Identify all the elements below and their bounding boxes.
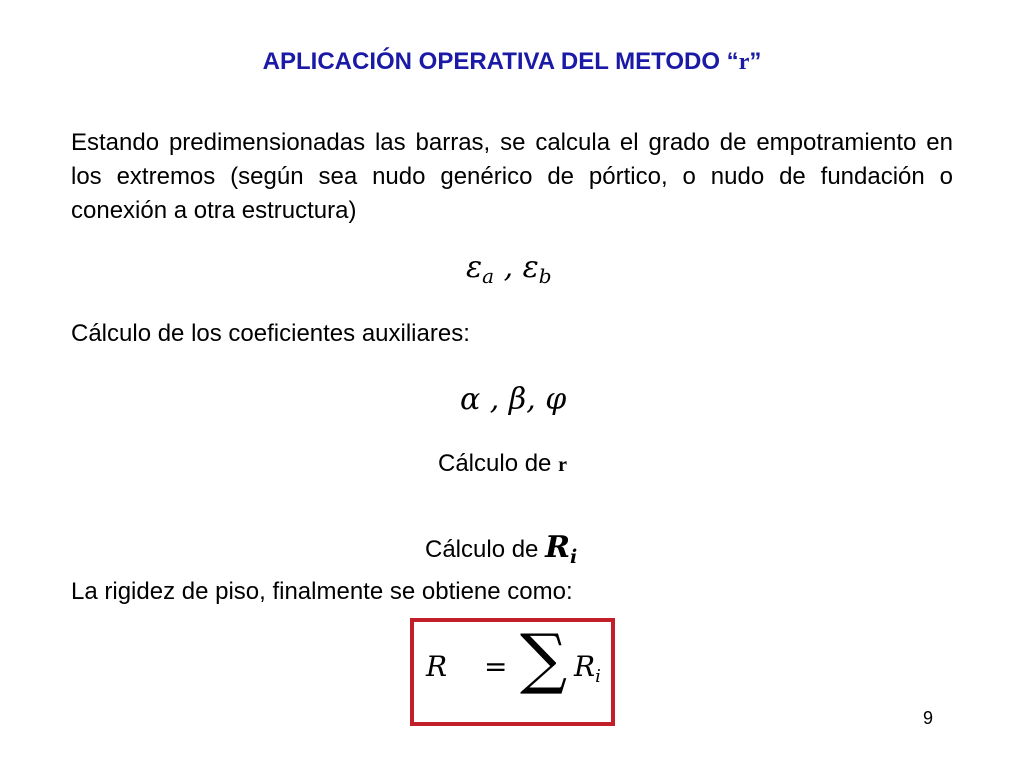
greek-coefficients: α , β, φ (460, 382, 567, 417)
formula-rhs-base: R (574, 650, 596, 683)
r-calc-symbol: r (558, 454, 567, 476)
title-close-quote: ” (749, 48, 762, 75)
title-symbol-r: r (738, 49, 750, 75)
page-number: 9 (923, 708, 934, 728)
ri-symbol-base: R (545, 530, 571, 565)
epsilon-coefficients (466, 250, 552, 288)
r-calc-text: Cálculo de (438, 450, 559, 477)
aux-coefficients-label: Cálculo de los coeficientes auxiliares: (71, 320, 470, 347)
formula-lhs: R (426, 650, 448, 683)
formula-equals: = (484, 650, 508, 683)
formula-rhs-sub: i (595, 666, 601, 687)
epsilon-a-base: ε (466, 250, 483, 285)
ri-calc-text: Cálculo de (425, 536, 546, 563)
sum-sign: ∑ (520, 620, 568, 697)
epsilon-a-sub: a (482, 264, 495, 288)
r-calculation-label (438, 450, 567, 478)
floor-stiffness-label: La rigidez de piso, finalmente se obtiene como: (71, 578, 573, 605)
formula-rhs (574, 650, 601, 687)
slide-title (0, 48, 1024, 76)
epsilon-b-sub: b (538, 264, 552, 288)
ri-symbol-sub: i (570, 546, 578, 568)
title-text: APLICACIÓN OPERATIVA DEL METODO “ (262, 48, 739, 75)
ri-calculation-label (425, 530, 577, 568)
intro-paragraph: Estando predimensionadas las barras, se calcula el grado de empotramiento en los extremos (según sea nudo genérico de pórtico, o nudo de fundación o conexión a otra estructura) (71, 129, 953, 224)
epsilon-b-base: ε (522, 250, 539, 285)
epsilon-separator: , (494, 250, 523, 285)
ri-symbol (545, 530, 578, 568)
